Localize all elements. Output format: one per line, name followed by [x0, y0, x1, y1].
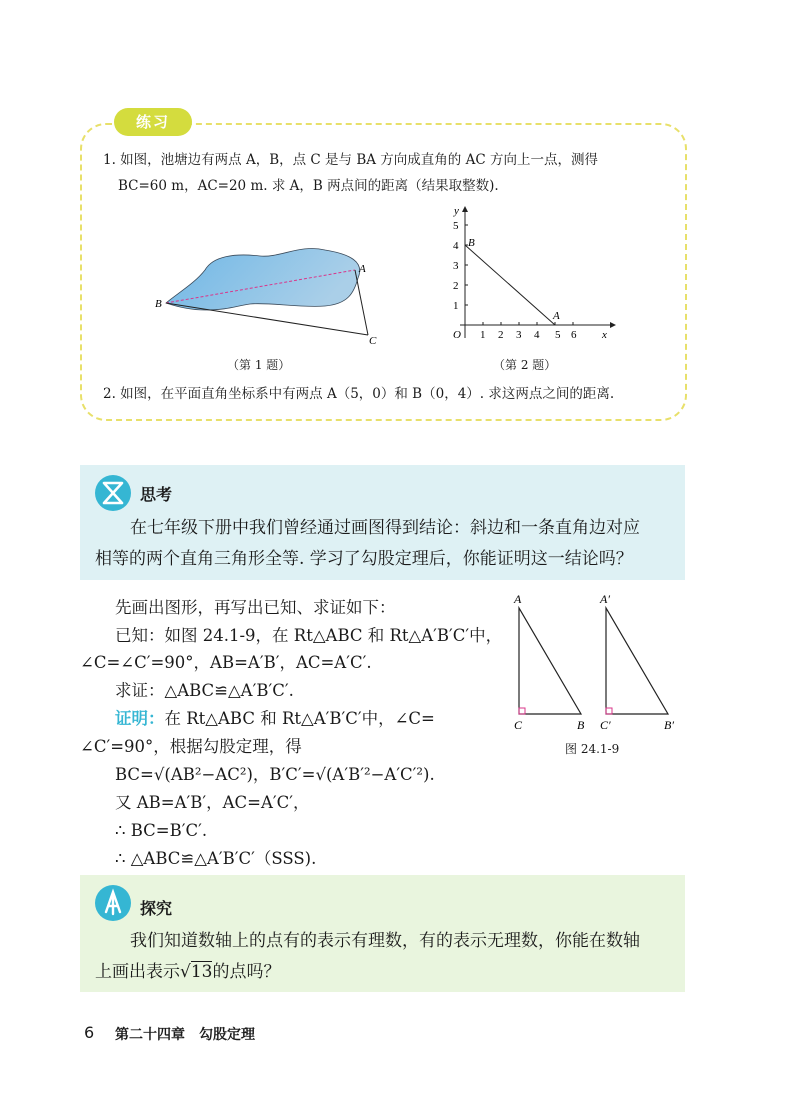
label-a: A	[514, 592, 522, 606]
pond-shape	[166, 248, 360, 310]
x-tick-6: 6	[571, 329, 577, 341]
proof-given2: ∠C=∠C′=90°，AB=A′B′，AC=A′C′.	[80, 653, 372, 672]
sqrt-sign: √	[180, 962, 191, 982]
segment-ab	[465, 245, 555, 325]
x-axis-label: x	[602, 329, 607, 341]
exercise-tag: 练习	[114, 108, 192, 136]
proof-step1: 又 AB=A′B′，AC=A′C′，	[115, 793, 310, 812]
segment-bc	[166, 303, 368, 335]
point-a-label: A	[553, 310, 560, 322]
y-axis-arrow	[462, 206, 468, 212]
explore-line2-post: 的点吗？	[212, 962, 281, 982]
explore-title: 探究	[140, 899, 173, 918]
label-b: B	[155, 298, 162, 310]
explore-line2-pre: 上画出表示	[95, 962, 180, 982]
label-a2: A′	[600, 592, 610, 606]
label-b2: B′	[664, 718, 674, 732]
proof-step3: ∴ △ABC≌△A′B′C′（SSS).	[115, 849, 317, 868]
segment-ac	[355, 270, 368, 335]
think-title: 思考	[140, 485, 173, 504]
x-tick-5: 5	[555, 329, 561, 341]
origin-label: O	[453, 329, 461, 341]
proof-step2: ∴ BC=B′C′.	[115, 821, 208, 840]
x-tick-3: 3	[516, 329, 522, 341]
y-axis-label: y	[454, 205, 459, 217]
pond-figure	[150, 238, 390, 350]
explore-line1: 我们知道数轴上的点有的表示有理数，有的表示无理数，你能在数轴	[130, 931, 640, 951]
proof-line1-row	[115, 705, 435, 733]
explore-line2	[95, 957, 280, 988]
coordinate-figure	[440, 200, 620, 350]
y-tick-4: 4	[453, 240, 459, 252]
right-angle-mark-c2	[606, 708, 612, 714]
proof-prove: 求证：△ABC≌△A′B′C′.	[115, 681, 294, 700]
think-icon	[94, 474, 132, 512]
right-angle-mark-c	[519, 708, 525, 714]
think-line1: 在七年级下册中我们曾经通过画图得到结论：斜边和一条直角边对应	[130, 518, 640, 538]
y-tick-1: 1	[453, 300, 459, 312]
exercise-q2: 2. 如图，在平面直角坐标系中有两点 A（5，0）和 B（0，4）. 求这两点之间的距离.	[103, 386, 615, 402]
label-c: C	[369, 335, 377, 347]
x-tick-2: 2	[498, 329, 504, 341]
label-c2: C′	[600, 718, 611, 732]
y-tick-5: 5	[453, 220, 459, 232]
sqrt-radicand: 13	[190, 962, 213, 982]
figure-caption: 图 24.1-9	[565, 742, 620, 756]
point-b-label: B	[468, 237, 475, 249]
proof-line1: 在 Rt△ABC 和 Rt△A′B′C′中，∠C=	[164, 709, 435, 728]
proof-intro: 先画出图形，再写出已知、求证如下：	[115, 598, 396, 617]
proof-label: 证明：	[115, 709, 165, 728]
triangle-a2b2c2	[606, 608, 668, 714]
x-tick-1: 1	[480, 329, 486, 341]
explore-icon	[94, 884, 132, 922]
exercise-q1-line1: 1. 如图，池塘边有两点 A，B，点 C 是与 BA 方向成直角的 AC 方向上一点，测得	[103, 152, 598, 168]
exercise-q1-line2: BC=60 m，AC=20 m. 求 A，B 两点间的距离（结果取整数).	[118, 178, 499, 194]
proof-formula: BC=√(AB²−AC²)，B′C′=√(A′B′²−A′C′²).	[115, 765, 435, 784]
congruent-triangles-figure	[505, 590, 695, 735]
triangle-abc	[519, 608, 581, 714]
x-tick-4: 4	[534, 329, 540, 341]
x-axis-arrow	[610, 322, 616, 328]
y-tick-2: 2	[453, 280, 459, 292]
page-number: 6	[84, 1023, 95, 1042]
proof-given1: 已知：如图 24.1-9，在 Rt△ABC 和 Rt△A′B′C′中，	[115, 626, 503, 645]
label-a: A	[359, 263, 366, 275]
y-tick-3: 3	[453, 260, 459, 272]
label-c: C	[514, 718, 523, 732]
fig2-caption: （第 2 题）	[493, 358, 557, 372]
think-line2: 相等的两个直角三角形全等. 学习了勾股定理后，你能证明这一结论吗？	[95, 549, 633, 569]
chapter-title: 第二十四章 勾股定理	[115, 1027, 255, 1043]
fig1-caption: （第 1 题）	[227, 358, 291, 372]
label-b: B	[577, 718, 585, 732]
proof-line2: ∠C′=90°，根据勾股定理，得	[80, 737, 302, 756]
